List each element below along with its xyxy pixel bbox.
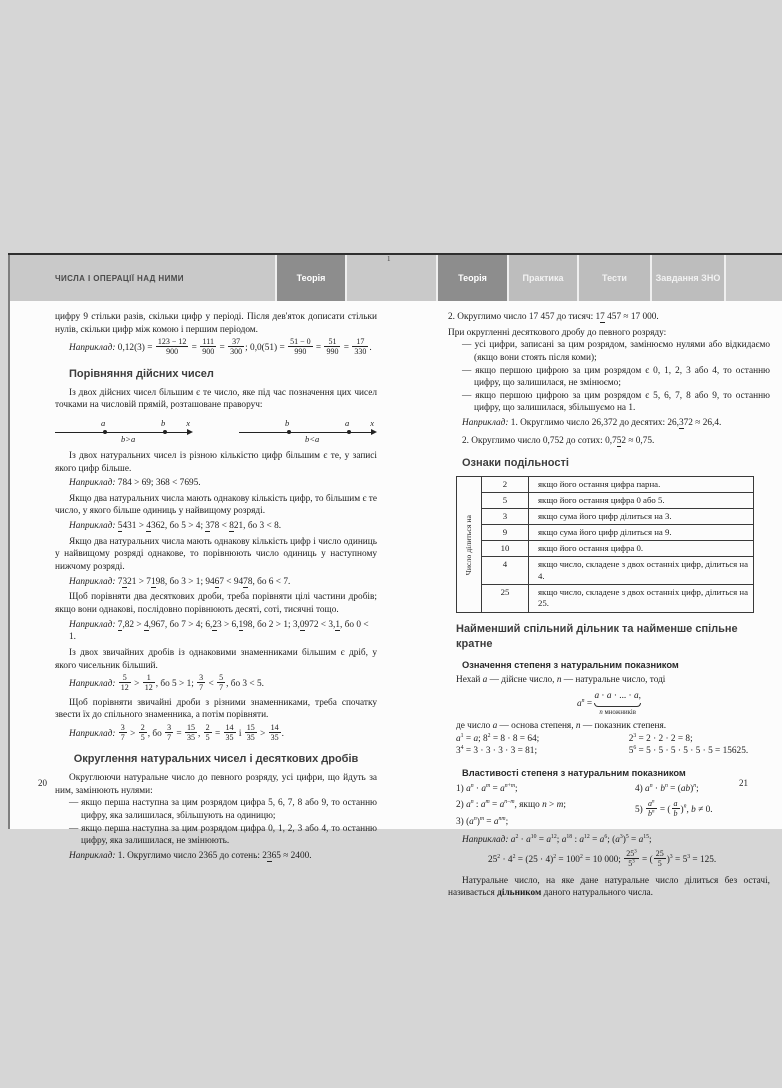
axis-label: x bbox=[370, 417, 374, 428]
list-item: — якщо першою цифрою за цим розрядом є 5, 6, 7, 8 або 9, то останню цифру, що залишилася, збільшуємо на 1. bbox=[462, 390, 770, 414]
tab-theory-left[interactable]: Теорія bbox=[277, 255, 345, 301]
section-heading-rounding: Округлення натуральних чисел і десяткових дробів bbox=[73, 753, 359, 766]
underbrace-label: n множників bbox=[599, 708, 637, 716]
example-line bbox=[69, 576, 377, 589]
example-line bbox=[69, 674, 377, 693]
table-row: 4 якщо число, складене з двох останніх цифр, ділиться на 4. bbox=[482, 556, 753, 584]
example-label: Наприклад: bbox=[69, 521, 116, 532]
formula-lhs: $a^n$ = bbox=[577, 697, 595, 709]
section-heading-comparison: Порівняння дійсних чисел bbox=[69, 367, 214, 380]
figure-caption: b>a bbox=[121, 433, 136, 444]
example-line bbox=[69, 477, 377, 490]
power-example: $5^6 = 5 \cdot 5 \cdot 5 \cdot 5 \cdot 5 \cdot 5 = 15625$. bbox=[628, 745, 749, 757]
section-heading-gcd-lcm: Найменший спільний дільник та найменше спільне кратне bbox=[456, 622, 738, 650]
paragraph: Якщо два натуральних числа мають однакову кількість цифр, то більшим є те число, у якого більше одиниць у найвищому розряді. bbox=[55, 493, 377, 517]
example-line bbox=[69, 520, 377, 533]
power-examples bbox=[456, 733, 770, 758]
paragraph: Щоб порівняти два десяткових дроби, треба порівняти цілі частини дробів; якщо вони однакові, послідовно порівнюють десяті, соті, тисячні тощо. bbox=[55, 592, 377, 615]
example-line bbox=[462, 834, 770, 847]
example-formula: 5431 > 4362, бо 5 > 4; 378 < 821, бо 3 < 8. bbox=[117, 521, 282, 532]
paragraph: Із двох звичайних дробів із однаковими знаменниками більшим є дріб, у якого чисельник більший. bbox=[55, 647, 377, 671]
power-example: $a^1 = a$; $8^2 = 8 \cdot 8 = 64$; bbox=[456, 732, 540, 744]
point-label: b bbox=[161, 417, 166, 428]
page-spread bbox=[10, 301, 782, 899]
example-label: Наприклад: bbox=[69, 619, 116, 630]
tab-tests[interactable]: Тести bbox=[579, 255, 650, 301]
paragraph: Щоб порівняти звичайні дроби з різними знаменниками, треба спочатку звести їх до спільного знаменника, а потім порівняти. bbox=[55, 697, 377, 721]
section-heading-divisibility: Ознаки подільності bbox=[462, 457, 569, 470]
subheading-power-definition: Означення степеня з натуральним показником bbox=[462, 659, 679, 670]
example-formula: 784 > 69; 368 < 7695. bbox=[117, 478, 201, 489]
table-rotated-header: Число ділиться на bbox=[457, 477, 482, 612]
properties-column-2 bbox=[635, 783, 770, 829]
property: 4) $a^n \cdot b^n = (ab)^n$; bbox=[634, 782, 699, 794]
table-row: 9 якщо сума його цифр ділиться на 9. bbox=[482, 524, 753, 540]
paragraph: цифру 9 стільки разів, скільки цифр у періоді. Після дев'яток дописати стільки нулів, скільки цифр між комою і першим періодом. bbox=[55, 312, 377, 335]
example-label: Наприклад: bbox=[69, 343, 116, 354]
example-line bbox=[488, 850, 770, 869]
print-mark-top: 1 bbox=[387, 255, 391, 263]
paragraph: Якщо два натуральних числа мають однакову кількість цифр і число одиниць у найвищому розряді однакове, то порівнюють число одиниць у наступному нижчому розряді. bbox=[55, 536, 377, 573]
tab-zno-tasks[interactable]: Завдання ЗНО bbox=[652, 255, 724, 301]
example-formula: 1. Округлимо число 2365 до сотень: 2365 ≈ 2400. bbox=[117, 850, 312, 861]
underbrace-group bbox=[594, 690, 641, 717]
point-dot bbox=[163, 430, 167, 434]
example-formula: 7321 > 7198, бо 3 > 1; 9467 < 9478, бо 6 < 7. bbox=[117, 576, 291, 587]
list-item: — усі цифри, записані за цим розрядом, замінюємо нулями або відкидаємо (якщо вони стоять після коми); bbox=[462, 340, 770, 363]
point-label: b bbox=[285, 417, 290, 428]
list-item: — якщо першою цифрою за цим розрядом є 0, 1, 2, 3 або 4, то останню цифру, що залишилася, не змінюємо; bbox=[462, 365, 770, 389]
axis-arrow bbox=[187, 429, 193, 435]
example-formula: 7,82 > 4,967, бо 7 > 4; 6,23 > 6,198, бо 2 > 1; 3,0972 < 3,1, бо 0 < 1. bbox=[69, 619, 369, 643]
axis-line bbox=[239, 432, 373, 433]
header-band bbox=[10, 255, 782, 301]
property: 5) $\frac{a^n}{b^n}$ = ( $\frac{a}{b}$ )$^n$, b ≠ 0. bbox=[634, 799, 713, 819]
number-line-right bbox=[239, 417, 377, 447]
example-formula: 0,12(3) = $\frac{123 - 12}{900}$ = $\frac{111}{900}$ = $\frac{37}{300}$ ; 0,0(51) = $\frac{51 - 0}{990}$ = $\frac{51}{990}$ = $\frac{17}{330}$ . bbox=[117, 337, 372, 357]
number-line-left bbox=[55, 417, 193, 447]
power-properties bbox=[456, 783, 770, 829]
example-formula: $25^2 \cdot 4^2 = (25 \cdot 4)^2 = 100^2 = 10$ 000; $\frac{25^3}{5^3}$ = ( $\frac{25}{5}$ )$^3 = 5^3 = 125$. bbox=[488, 849, 717, 869]
divisibility-table bbox=[456, 476, 754, 613]
figure-caption: b<a bbox=[305, 433, 320, 444]
point-dot bbox=[103, 430, 107, 434]
paragraph: де число a — основа степеня, n — показник степеня. bbox=[456, 721, 667, 731]
paragraph: Із двох натуральних чисел із різною кількістю цифр більшим є те, у записі якого цифр більше. bbox=[55, 450, 377, 474]
underbrace bbox=[594, 703, 641, 707]
running-head-segment bbox=[10, 255, 275, 301]
example-label: Наприклад: bbox=[462, 835, 509, 846]
list-item: — якщо перша наступна за цим розрядом цифра 0, 1, 2, 3 або 4, то останню цифру, яка залишилася, не змінюють. bbox=[69, 823, 377, 847]
property: 3) $(a^n)^m = a^{nm}$; bbox=[456, 815, 509, 827]
example-line bbox=[462, 435, 770, 448]
table-rows bbox=[482, 477, 753, 612]
header-end-segment bbox=[726, 255, 782, 301]
axis-label: x bbox=[186, 417, 190, 428]
example-line bbox=[69, 338, 377, 357]
power-example: $3^4 = 3 \cdot 3 \cdot 3 \cdot 3 = 81$; bbox=[456, 745, 538, 757]
table-row: 3 якщо сума його цифр ділиться на 3. bbox=[482, 508, 753, 524]
tab-theory[interactable]: Теорія bbox=[438, 255, 507, 301]
table-row: 5 якщо його остання цифра 0 або 5. bbox=[482, 492, 753, 508]
example-line bbox=[462, 417, 770, 430]
example-line bbox=[69, 724, 377, 743]
power-formula bbox=[448, 690, 770, 717]
paragraph: Із двох дійсних чисел більшим є те число, яке під час позначення цих чисел точками на числовій прямій, розташоване праворуч: bbox=[55, 387, 377, 411]
page-number-right: 21 bbox=[739, 778, 748, 788]
paragraph: Нехай a — дійсне число, n — натуральне число, тоді bbox=[456, 675, 666, 686]
paragraph: Натуральне число, на яке дане натуральне число ділиться без остачі, називається дільником даного натурального числа. bbox=[448, 875, 770, 899]
right-page-column bbox=[448, 308, 770, 900]
example-label: Наприклад: bbox=[69, 576, 116, 587]
point-dot bbox=[347, 430, 351, 434]
tab-practice[interactable]: Практика bbox=[509, 255, 577, 301]
axis-line bbox=[55, 432, 189, 433]
power-example: $2^3 = 2 \cdot 2 \cdot 2 = 8$; bbox=[628, 732, 693, 744]
page-number-left: 20 bbox=[38, 778, 47, 788]
example-label: Наприклад: bbox=[69, 728, 116, 739]
formula-product: a · a · ... · a, bbox=[594, 691, 641, 702]
example-label: Наприклад: bbox=[69, 678, 116, 689]
paragraph: 2. Округлимо число 17 457 до тисяч: 17 457 ≈ 17 000. bbox=[448, 312, 659, 322]
table-row: 10 якщо його остання цифра 0. bbox=[482, 540, 753, 556]
example-formula: 1. Округлимо число 26,372 до десятих: 26,372 ≈ 26,4. bbox=[510, 418, 722, 429]
example-label: Наприклад: bbox=[462, 418, 509, 429]
table-row: 2 якщо його остання цифра парна. bbox=[482, 477, 753, 492]
example-formula: 2. Округлимо число 0,752 до сотих: 0,752 ≈ 0,75. bbox=[462, 435, 655, 446]
example-line bbox=[69, 619, 377, 644]
number-line-figures bbox=[55, 417, 377, 447]
paragraph: При округленні десяткового дробу до певного розряду: bbox=[448, 327, 667, 338]
subheading-power-properties: Властивості степеня з натуральним показником bbox=[462, 767, 686, 778]
axis-arrow bbox=[371, 429, 377, 435]
left-page-column bbox=[55, 308, 377, 864]
list-item: — якщо перша наступна за цим розрядом цифра 5, 6, 7, 8 або 9, то останню цифру, яка залишилася, збільшують на одиницю; bbox=[69, 798, 377, 822]
paragraph: Округлюючи натуральне число до певного розряду, усі цифри, що йдуть за ним, замінюють нулями: bbox=[55, 773, 377, 796]
example-line bbox=[69, 850, 377, 863]
example-formula: $a^2 \cdot a^{10} = a^{12}$; $a^{18}$ : $a^{12} = a^6$; $(a^3)^5 = a^{15}$; bbox=[510, 834, 652, 846]
example-label: Наприклад: bbox=[69, 478, 116, 489]
point-dot bbox=[287, 430, 291, 434]
property: 2) $a^n$ : $a^m = a^{n-m}$, якщо n > m; bbox=[456, 799, 566, 811]
example-label: Наприклад: bbox=[69, 850, 116, 861]
example-formula: $\frac{5}{12}$ > $\frac{1}{12}$ , бо 5 > 1; $\frac{3}{7}$ < $\frac{5}{7}$ , бо 3 < 5. bbox=[120, 673, 264, 693]
point-label: a bbox=[345, 417, 350, 428]
point-label: a bbox=[101, 417, 106, 428]
table-row: 25 якщо число, складене з двох останніх цифр, ділиться на 25. bbox=[482, 584, 753, 612]
properties-column-1 bbox=[456, 783, 635, 829]
example-formula: $\frac{3}{7}$ > $\frac{2}{5}$ , бо $\frac{3}{7}$ = $\frac{15}{35}$ , $\frac{2}{5}$ = $\frac{14}{35}$ і $\frac{15}{35}$ > $\frac{14}{35}$ . bbox=[120, 722, 284, 742]
header-spacer bbox=[347, 255, 436, 301]
running-head: ЧИСЛА І ОПЕРАЦІЇ НАД НИМИ bbox=[55, 273, 184, 283]
property: 1) $a^n \cdot a^m = a^{n+m}$; bbox=[456, 782, 518, 794]
